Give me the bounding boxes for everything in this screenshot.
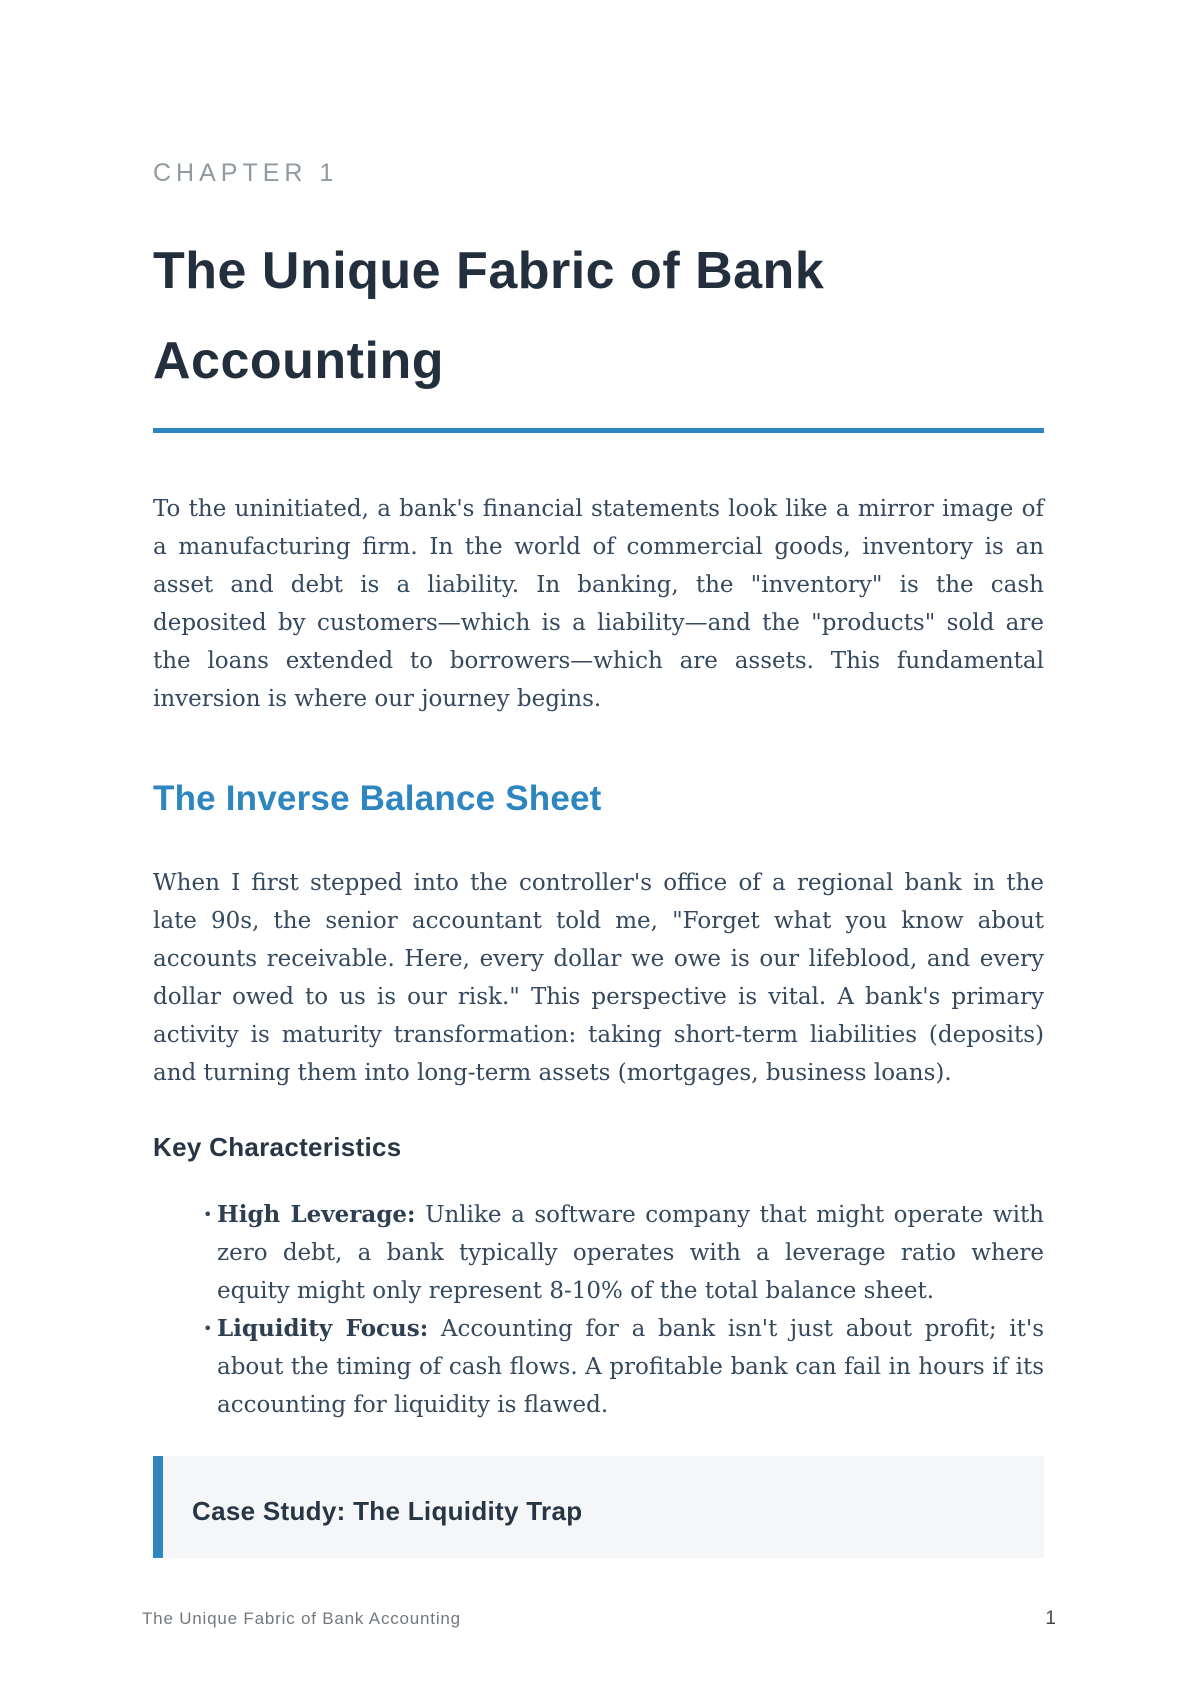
section-heading-inverse-balance-sheet: The Inverse Balance Sheet [153, 779, 602, 818]
page-title: The Unique Fabric of Bank Accounting [153, 242, 825, 390]
page-footer [142, 1608, 1056, 1630]
footer-running-title: The Unique Fabric of Bank Accounting [142, 1609, 461, 1628]
page-content [153, 0, 1044, 1558]
case-study-callout [153, 1456, 1044, 1558]
list-item-liquidity-focus [203, 1310, 1045, 1424]
characteristics-list [153, 1196, 1044, 1424]
title-divider [153, 428, 1044, 433]
list-item-text: Accounting for a bank isn't just about profit; it's about the timing of cash flows. A profitable bank can fail in hours if its accounting for liquidity is flawed. [217, 1316, 1045, 1418]
chapter-label: CHAPTER 1 [153, 159, 339, 187]
list-item-text: Unlike a software company that might operate with zero debt, a bank typically operates with a leverage ratio where equity might only represent 8-10% of the total balance sheet. [217, 1202, 1044, 1304]
bullet-icon: • [203, 1205, 213, 1224]
section-paragraph: When I first stepped into the controller's office of a regional bank in the late 90s, the senior accountant told me, "Forget what you know about accounts receivable. Here, every dollar we owe is our lifeblood, and every dollar owed to us is our risk." This perspective is vital. A bank's primary activity is maturity transformation: taking short-term liabilities (deposits) and turning them into long-term assets (mortgages, business loans). [153, 870, 1044, 1086]
list-item-high-leverage [203, 1196, 1044, 1310]
bullet-icon: • [203, 1319, 213, 1338]
footer-page-number: 1 [1045, 1608, 1056, 1629]
list-item-lead: High Leverage: [217, 1201, 416, 1228]
list-item-lead: Liquidity Focus: [217, 1315, 429, 1342]
case-study-heading: Case Study: The Liquidity Trap [192, 1496, 583, 1526]
subsection-heading-key-characteristics: Key Characteristics [153, 1132, 402, 1162]
intro-paragraph: To the uninitiated, a bank's financial statements look like a mirror image of a manufacturing firm. In the world of commercial goods, inventory is an asset and debt is a liability. In banking, the "inventory" is the cash deposited by customers—which is a liability—and the "products" sold are the loans extended to borrowers—which are assets. This fundamental inversion is where our journey begins. [153, 496, 1044, 712]
